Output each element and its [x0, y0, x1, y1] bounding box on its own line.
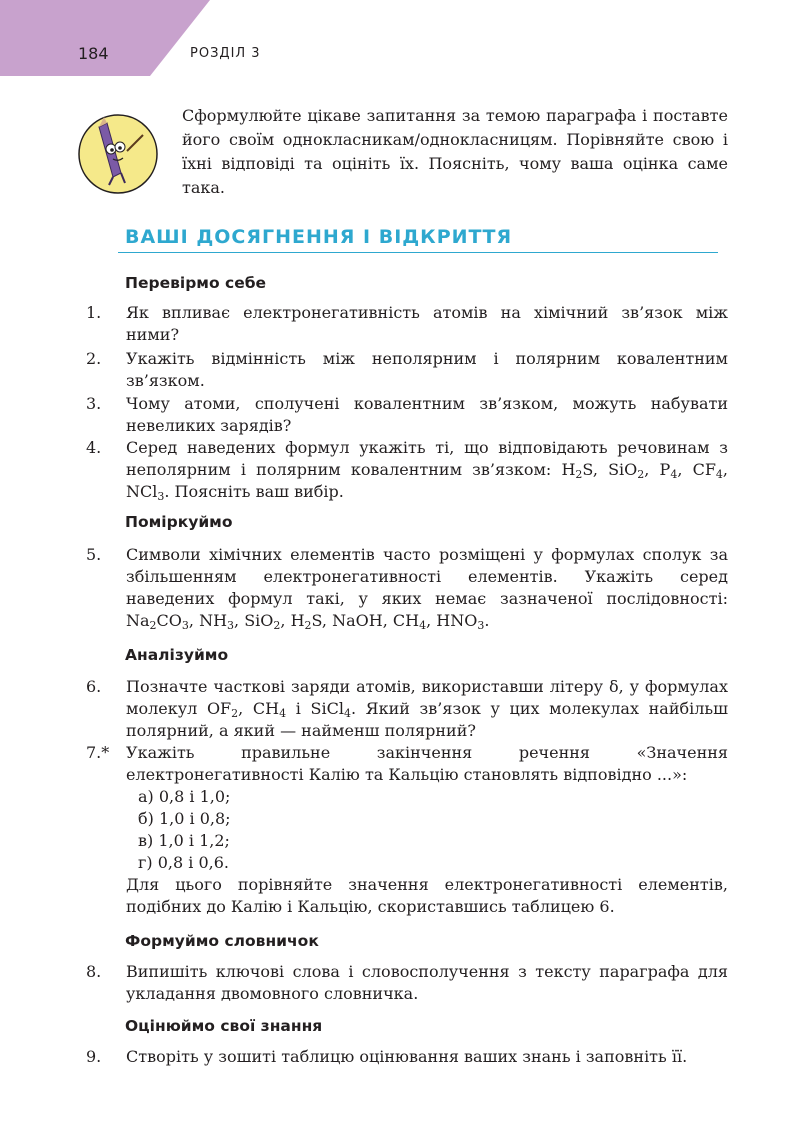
question-number: 6. — [86, 677, 102, 696]
formula-nh3: $NH_3$ — [199, 611, 235, 632]
formula-p4: $P_4$ — [659, 460, 678, 481]
question-3 — [86, 393, 728, 437]
question-7 — [86, 742, 728, 918]
answer-option-b: б) 1,0 і 0,8; — [138, 809, 231, 828]
question-note: Для цього порівняйте значення електронегативності елементів, подібних до Калію і Кальцію, скориставшись таблицею 6. — [126, 875, 728, 916]
page-number: 184 — [78, 44, 109, 63]
formula-sio2: SiO$_2$ — [244, 611, 281, 632]
subheading-assess: Оцінюймо свої знання — [125, 1017, 323, 1035]
answer-option-a: а) 0,8 і 1,0; — [138, 787, 231, 806]
question-9 — [86, 1046, 728, 1068]
pencil-mascot-icon — [77, 113, 159, 195]
section-label: РОЗДІЛ 3 — [190, 46, 261, 61]
question-1 — [86, 302, 728, 346]
question-6 — [86, 676, 728, 742]
formula-h2s: $H_2S$ — [561, 460, 593, 481]
question-text: Укажіть правильне закінчення речення «Значення електронегативності Калію та Кальцію становлять відповідно ...»: а) 0,8 і 1,0; б) 1,0 і 0,8; в) 1,0 і 1,2; г) 0,8 і 0,6. Для цього порівняйте значення електронегативності елементів, подібних до Калію і Кальцію, скориставшись таблицею 6. — [126, 743, 728, 916]
question-4 — [86, 437, 728, 503]
question-number: 1. — [86, 303, 102, 322]
question-text: Чому атоми, сполучені ковалентним зв’язком, можуть набувати невеликих зарядів? — [126, 394, 728, 435]
question-text: Позначте часткові заряди атомів, використавши літеру δ, у формулах молекул $OF_2$, $CH_4$ і SiCl$_4$. Який зв’язок у цих молекулах найбільш полярний, а який — найменш полярний? — [126, 677, 729, 740]
question-number: 5. — [86, 545, 102, 564]
formula-cf4: $CF_4$ — [692, 460, 723, 481]
question-text: Створіть у зошиті таблицю оцінювання ваших знань і заповніть її. — [126, 1047, 688, 1066]
formula-ch4: $CH_4$ — [392, 611, 427, 632]
formula-h2s: $H_2S$ — [290, 611, 322, 632]
question-number: 3. — [86, 394, 102, 413]
heading-divider — [118, 252, 718, 253]
question-text: Як впливає електронегативність атомів на хімічний зв’язок між ними? — [126, 303, 728, 344]
section-heading: ВАШІ ДОСЯГНЕННЯ І ВІДКРИТТЯ — [125, 226, 513, 248]
question-2 — [86, 348, 728, 392]
subheading-think: Поміркуймо — [125, 513, 233, 531]
formula-of2: $OF_2$ — [206, 699, 239, 720]
question-5 — [86, 544, 728, 632]
answer-option-c: в) 1,0 і 1,2; — [138, 831, 230, 850]
page-tab — [0, 0, 210, 76]
formula-ncl3: NCl$_3$ — [126, 482, 165, 503]
formula-na2co3: $Na_2CO_3$ — [126, 611, 189, 632]
formula-naoh: NaOH — [332, 611, 383, 630]
question-text: Символи хімічних елементів часто розміщені у формулах сполук за збільшенням електронегативності елементів. Укажіть серед наведених формул такі, у яких немає зазначеної послідовності: $Na_2CO_3$, $NH_3$, SiO$_2$, $H_2S$, NaOH, $CH_4$, $HNO_3$. — [126, 545, 728, 632]
subheading-glossary: Формуймо словничок — [125, 932, 319, 950]
intro-text: Сформулюйте цікаве запитання за темою параграфа і поставте його своїм однокласникам/однокласницям. Порівняйте свою і їхні відповіді та оцініть їх. Поясніть, чому ваша оцінка саме така. — [182, 106, 728, 197]
question-number: 8. — [86, 962, 102, 981]
question-number: 7.* — [86, 743, 110, 762]
question-number: 2. — [86, 349, 102, 368]
question-8 — [86, 961, 728, 1005]
formula-sicl4: SiCl$_4$ — [310, 699, 351, 720]
subheading-check: Перевірмо себе — [125, 274, 267, 292]
formula-ch4: $CH_4$ — [252, 699, 287, 720]
answer-option-d: г) 0,8 і 0,6. — [138, 853, 229, 872]
question-text: Випишіть ключові слова і словосполучення з тексту параграфа для укладання двомовного словничка. — [126, 962, 728, 1003]
formula-sio2: SiO$_2$ — [608, 460, 645, 481]
formula-hno3: $HNO_3$ — [436, 611, 485, 632]
question-number: 9. — [86, 1047, 102, 1066]
subheading-analyze: Аналізуймо — [125, 646, 229, 664]
question-text: Серед наведених формул укажіть ті, що відповідають речовинам з неполярним і полярним ковалентним зв’язком: $H_2S$, SiO$_2$, $P_4$, $CF_4$, NCl$_3$. Поясніть ваш вибір. — [126, 438, 729, 503]
question-text: Укажіть відмінність між неполярним і полярним ковалентним зв’язком. — [126, 349, 728, 390]
question-number: 4. — [86, 438, 102, 457]
